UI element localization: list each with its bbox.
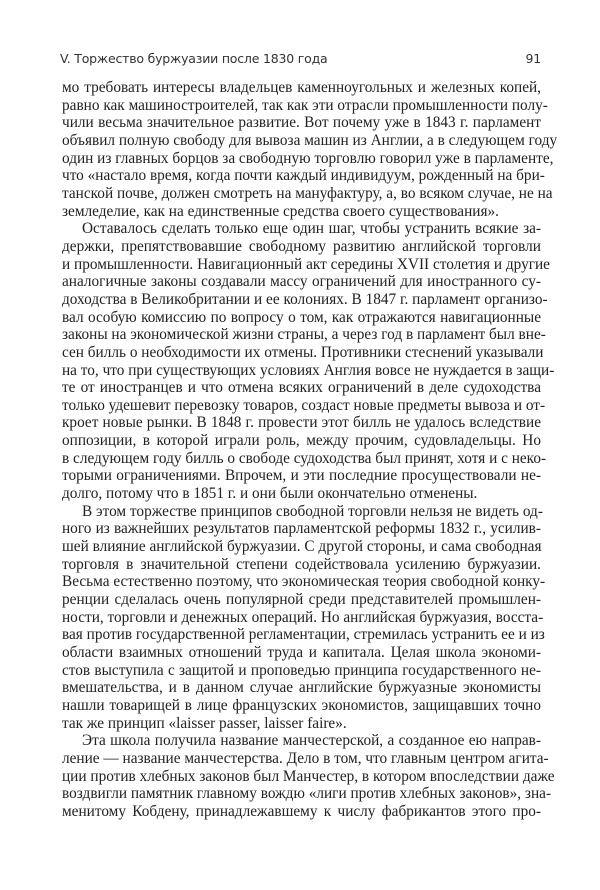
text-line: сен билль о необходимости их отмены. Противники стеснений указывали xyxy=(62,343,544,361)
text-line: ренции сделалась очень популярной среди представителей промышлен- xyxy=(62,591,541,609)
text-line: Оставалось сделать только еще один шаг, чтобы устранить всякие за- xyxy=(82,220,541,238)
text-line: и промышленности. Навигационный акт середины XVII столетия и другие xyxy=(62,255,550,273)
text-line: чили весьма значительное развитие. Вот почему уже в 1843 г. парламент xyxy=(62,114,541,132)
text-line: ции против хлебных законов был Манчестер, в котором впоследствии даже xyxy=(62,767,555,785)
text-line: держки, препятствовавшие свободному развитию английской торговли xyxy=(62,237,541,255)
text-line: менитому Кобдену, принадлежавшему к числу фабрикантов этого про- xyxy=(62,802,541,820)
text-line: кроет новые рынки. В 1848 г. провести этот билль не удалось вследствие xyxy=(62,414,541,432)
text-line: ности, торговли и денежных операций. Но английская буржуазия, восста- xyxy=(62,608,544,626)
text-line: торговля в значительной степени содействовала усилению буржуазии. xyxy=(62,555,541,573)
text-line: что «настало время, когда почти каждый индивидуум, рожденный на бри- xyxy=(62,167,545,185)
paragraph xyxy=(62,732,555,820)
text-line: торыми ограничениями. Впрочем, и эти последние просуществовали не- xyxy=(62,467,541,485)
text-line: один из главных борцов за свободную торговлю говорил уже в парламенте, xyxy=(62,149,554,167)
paragraph xyxy=(62,220,555,503)
text-line: стов выступила с защитой и проповедью принципа государственного не- xyxy=(62,661,541,679)
paragraph xyxy=(62,502,546,733)
text-line: танской почве, должен смотреть на мануфактуру, а, во всяком случае, не на xyxy=(62,184,553,202)
page-number: 91 xyxy=(525,51,541,66)
text-line: земледелие, как на единственные средства своего существования». xyxy=(62,202,499,220)
text-line: Весьма естественно поэтому, что экономическая теория свободной конку- xyxy=(62,573,546,591)
text-line: ление — название манчестерства. Дело в том, что главным центром агита- xyxy=(62,749,549,767)
text-line: области взаимных отношений труда и капитала. Целая школа экономи- xyxy=(62,644,541,661)
text-line: нашли товарищей в лице французских экономистов, защищавших точно xyxy=(62,696,541,714)
text-line: законы на экономической жизни страны, а через год в парламент был вне- xyxy=(62,326,546,344)
text-line: шей влияние английской буржуазии. С другой стороны, и сама свободная xyxy=(62,538,542,556)
text-line: мо требовать интересы владельцев каменноугольных и железных копей, xyxy=(62,79,541,96)
page-body-text xyxy=(62,79,558,821)
text-line: на то, что при существующих условиях Англия вовсе не нуждается в защи- xyxy=(62,361,555,379)
text-line: воздвигли памятник главному вождю «лиги против хлебных законов», зна- xyxy=(62,785,552,803)
text-line: доходства в Великобритании и ее колониях. В 1847 г. парламент организо- xyxy=(62,290,548,308)
text-line: равно как машиностроителей, так как эти отрасли промышленности полу- xyxy=(62,96,548,114)
text-line: оппозиции, в которой играли роль, между прочим, судовладельцы. Но xyxy=(62,432,541,450)
text-line: вая против государственной регламентации, стремилась устранить ее и из xyxy=(62,626,545,644)
text-line: долго, потому что в 1851 г. и они были окончательно отменены. xyxy=(62,485,478,503)
text-line: только удешевит перевозку товаров, создаст новые предметы вывоза и от- xyxy=(62,396,546,414)
text-line: вал особую комиссию по вопросу о том, как отражаются навигационные xyxy=(62,308,541,326)
running-header xyxy=(60,51,541,69)
text-line: аналогичные законы создавали массу ограничений для иностранного су- xyxy=(62,273,541,291)
text-line: в следующем году билль о свободе судоходства был принят, хотя и с неко- xyxy=(62,449,547,467)
text-line: так же принцип «laisser passer, laisser faire». xyxy=(62,714,347,732)
text-line: Эта школа получила название манчестерской, а созданное ею направ- xyxy=(82,732,541,750)
paragraph xyxy=(62,79,558,220)
text-line: объявил полную свободу для вывоза машин из Англии, а в следующем году xyxy=(62,131,558,149)
chapter-title: V. Торжество буржуазии после 1830 года xyxy=(60,51,328,66)
text-line: вмешательства, и в данном случае английские буржуазные экономисты xyxy=(62,679,541,697)
text-line: В этом торжестве принципов свободной торговли нельзя не видеть од- xyxy=(82,502,543,520)
text-line: ного из важнейших результатов парламентской реформы 1832 г., усилив- xyxy=(62,520,541,538)
text-line: те от иностранцев и что отмена всяких ограничений в деле судоходства xyxy=(62,379,541,397)
